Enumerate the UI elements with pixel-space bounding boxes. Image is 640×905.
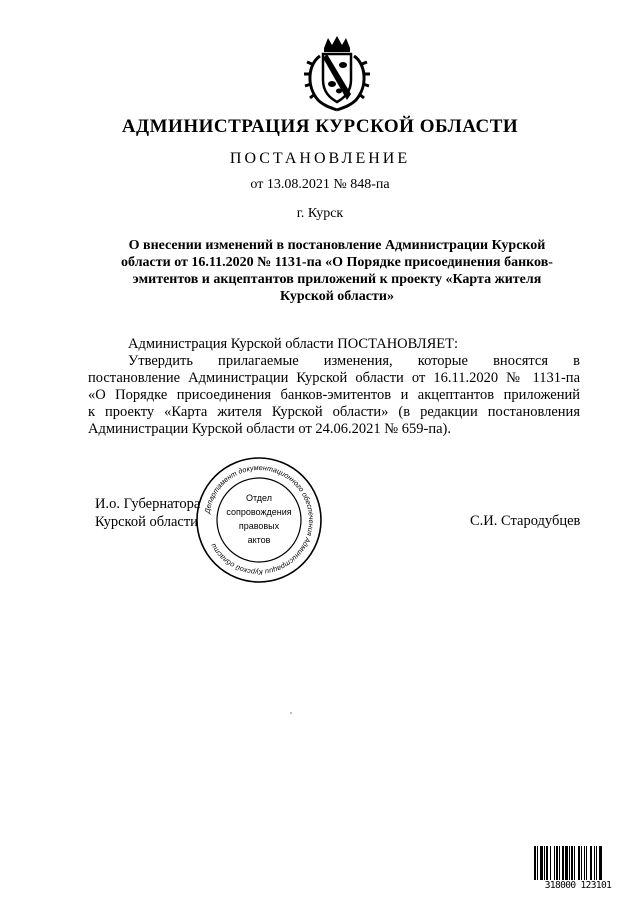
barcode-bar [590,846,592,880]
barcode-bar [565,846,568,880]
barcode-icon [533,846,623,880]
scan-speck [290,712,292,714]
signatory-name: С.И. Стародубцев [470,513,581,529]
barcode-bar [534,846,536,880]
body-line: постановление Администрации Курской области от 16.11.2020 № 1131-па [88,370,580,386]
barcode-bar [594,846,595,880]
barcode-bar [559,846,560,880]
barcode-bar [581,846,582,880]
barcode-bar [546,846,548,880]
barcode-bar [554,846,555,880]
barcode-bar [599,846,602,880]
stamp-center-line: правовых [238,521,280,531]
barcode-bar [540,846,543,880]
body-line: Администрации Курской области от 24.06.2021 № 659-па). [88,421,451,437]
barcode-bar [586,846,587,880]
body-line: Утвердить прилагаемые изменения, которые вносятся в [128,353,580,369]
stamp-center-line: актов [247,535,271,545]
organization-title: АДМИНИСТРАЦИЯ КУРСКОЙ ОБЛАСТИ [121,116,519,137]
stamp-ring-text: Департамент документационного обеспечения Администрации Курской области [202,462,317,578]
subject-line: О внесении изменений в постановление Администрации Курской [128,238,546,253]
barcode-bar [550,846,551,880]
signatory-position [95,495,200,531]
barcode-bar [574,846,575,880]
barcode-bar [571,846,573,880]
body-line: к проекту «Карта жителя Курской области» (в редакции постановления [88,404,580,420]
barcode-bar [569,846,570,880]
subject-line: области от 16.11.2020 № 1131-па «О Порядке присоединения банков- [121,255,553,270]
stamp-center-line: сопровождения [226,507,292,517]
document-date-number: от 13.08.2021 № 848-па [250,177,390,192]
barcode-bar [562,846,564,880]
body-intro: Администрация Курской области ПОСТАНОВЛЯЕТ: [128,336,459,352]
barcode-digits: 318000 123101 [544,880,612,891]
official-stamp [194,455,324,585]
barcode-bar [584,846,585,880]
barcode-bar [578,846,580,880]
document-city: г. Курск [296,206,344,221]
signatory-position-line: Курской области [95,514,198,530]
document-type: ПОСТАНОВЛЕНИЕ [229,150,411,167]
barcode-bar [596,846,597,880]
document-body [88,336,580,438]
subject-line: эмитентов и акцептантов приложений к проекту «Карта жителя [132,272,542,287]
document-subject [96,237,578,305]
body-line: «О Порядке присоединения банков-эмитентов и акцептантов приложений [88,387,580,403]
barcode-bar [537,846,538,880]
subject-line: Курской области» [280,289,394,304]
barcode-bar [556,846,558,880]
signatory-position-line: И.о. Губернатора [95,496,201,512]
stamp-center-line: Отдел [245,493,273,503]
barcode-bar [544,846,545,880]
kursk-coat-of-arms-icon [302,34,372,112]
